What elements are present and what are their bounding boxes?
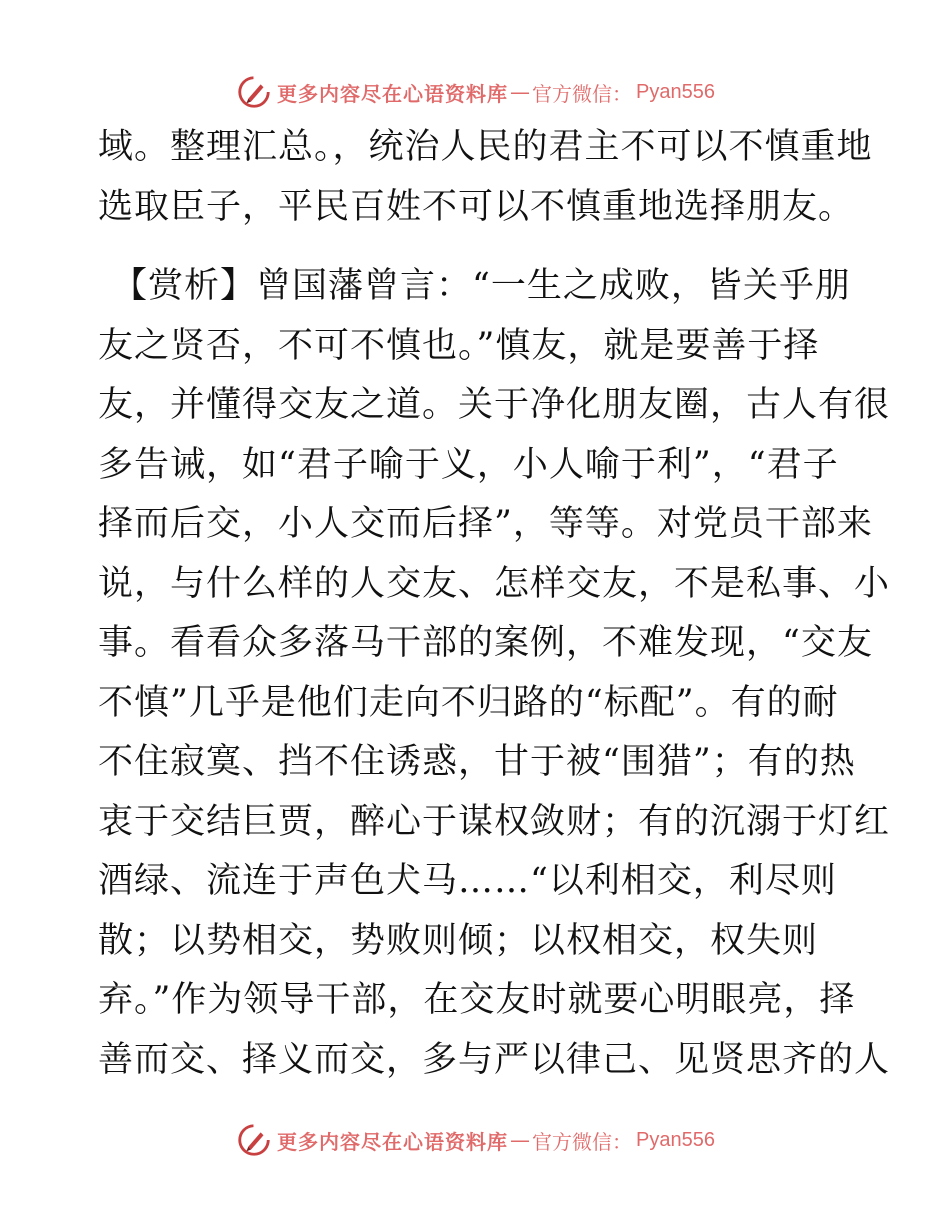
footer-banner [0, 1118, 950, 1162]
text-line: 域。整理汇总。，统治人民的君主不可以不慎重地 [98, 127, 873, 167]
text-line: 选取臣子，平民百姓不可以不慎重地选择朋友。 [98, 186, 855, 227]
paragraph-1 [98, 118, 873, 237]
site-name: 更多内容尽在心语资料库 [277, 1129, 509, 1154]
wechat-label: 官方微信： [532, 81, 633, 106]
text-line: 不住寂寞、挡不住诱惑，甘于被“围猎”；有的热 [98, 742, 856, 782]
text-line: 不慎”几乎是他们走向不归路的“标配”。有的耐 [98, 682, 839, 723]
text-line: 说，与什么样的人交友、怎样交友，不是私事、小 [98, 563, 891, 604]
text-line: 友之贤否，不可不慎也。”慎友，就是要善于择 [98, 325, 820, 366]
paragraph-2 [98, 257, 891, 1090]
wechat-id: Pyan556 [636, 1128, 715, 1151]
text-line: 事。看看众多落马干部的案例，不难发现，“交友 [98, 623, 873, 663]
text-line: 弃。”作为领导干部，在交友时就要心明眼亮，择 [98, 980, 856, 1020]
text-line: 散；以势相交，势败则倾；以权相交，权失则 [98, 920, 819, 961]
document-body [98, 118, 891, 1090]
text-line: 友，并懂得交友之道。关于净化朋友圈，古人有很 [98, 385, 891, 425]
text-line: 善而交、择义而交，多与严以律己、见贤思齐的人 [98, 1039, 891, 1080]
text-line: 择而后交，小人交而后择”，等等。对党员干部来 [98, 504, 873, 544]
text-line: 【赏析】曾国藩曾言：“一生之成败，皆关乎朋 [112, 266, 851, 306]
text-line: 酒绿、流连于声色犬马……“以利相交，利尽则 [98, 861, 837, 901]
wechat-id: Pyan556 [636, 80, 715, 103]
separator: — [510, 80, 531, 104]
pen-logo-icon [235, 1121, 273, 1159]
text-line: 衷于交结巨贾，醉心于谋权敛财；有的沉溺于灯红 [98, 801, 891, 842]
wechat-label: 官方微信： [532, 1129, 633, 1154]
header-banner [0, 70, 950, 114]
separator: — [510, 1128, 531, 1152]
text-line: 多告诫，如“君子喻于义，小人喻于利”，“君子 [98, 444, 839, 485]
site-name: 更多内容尽在心语资料库 [277, 81, 509, 106]
pen-logo-icon [235, 73, 273, 111]
